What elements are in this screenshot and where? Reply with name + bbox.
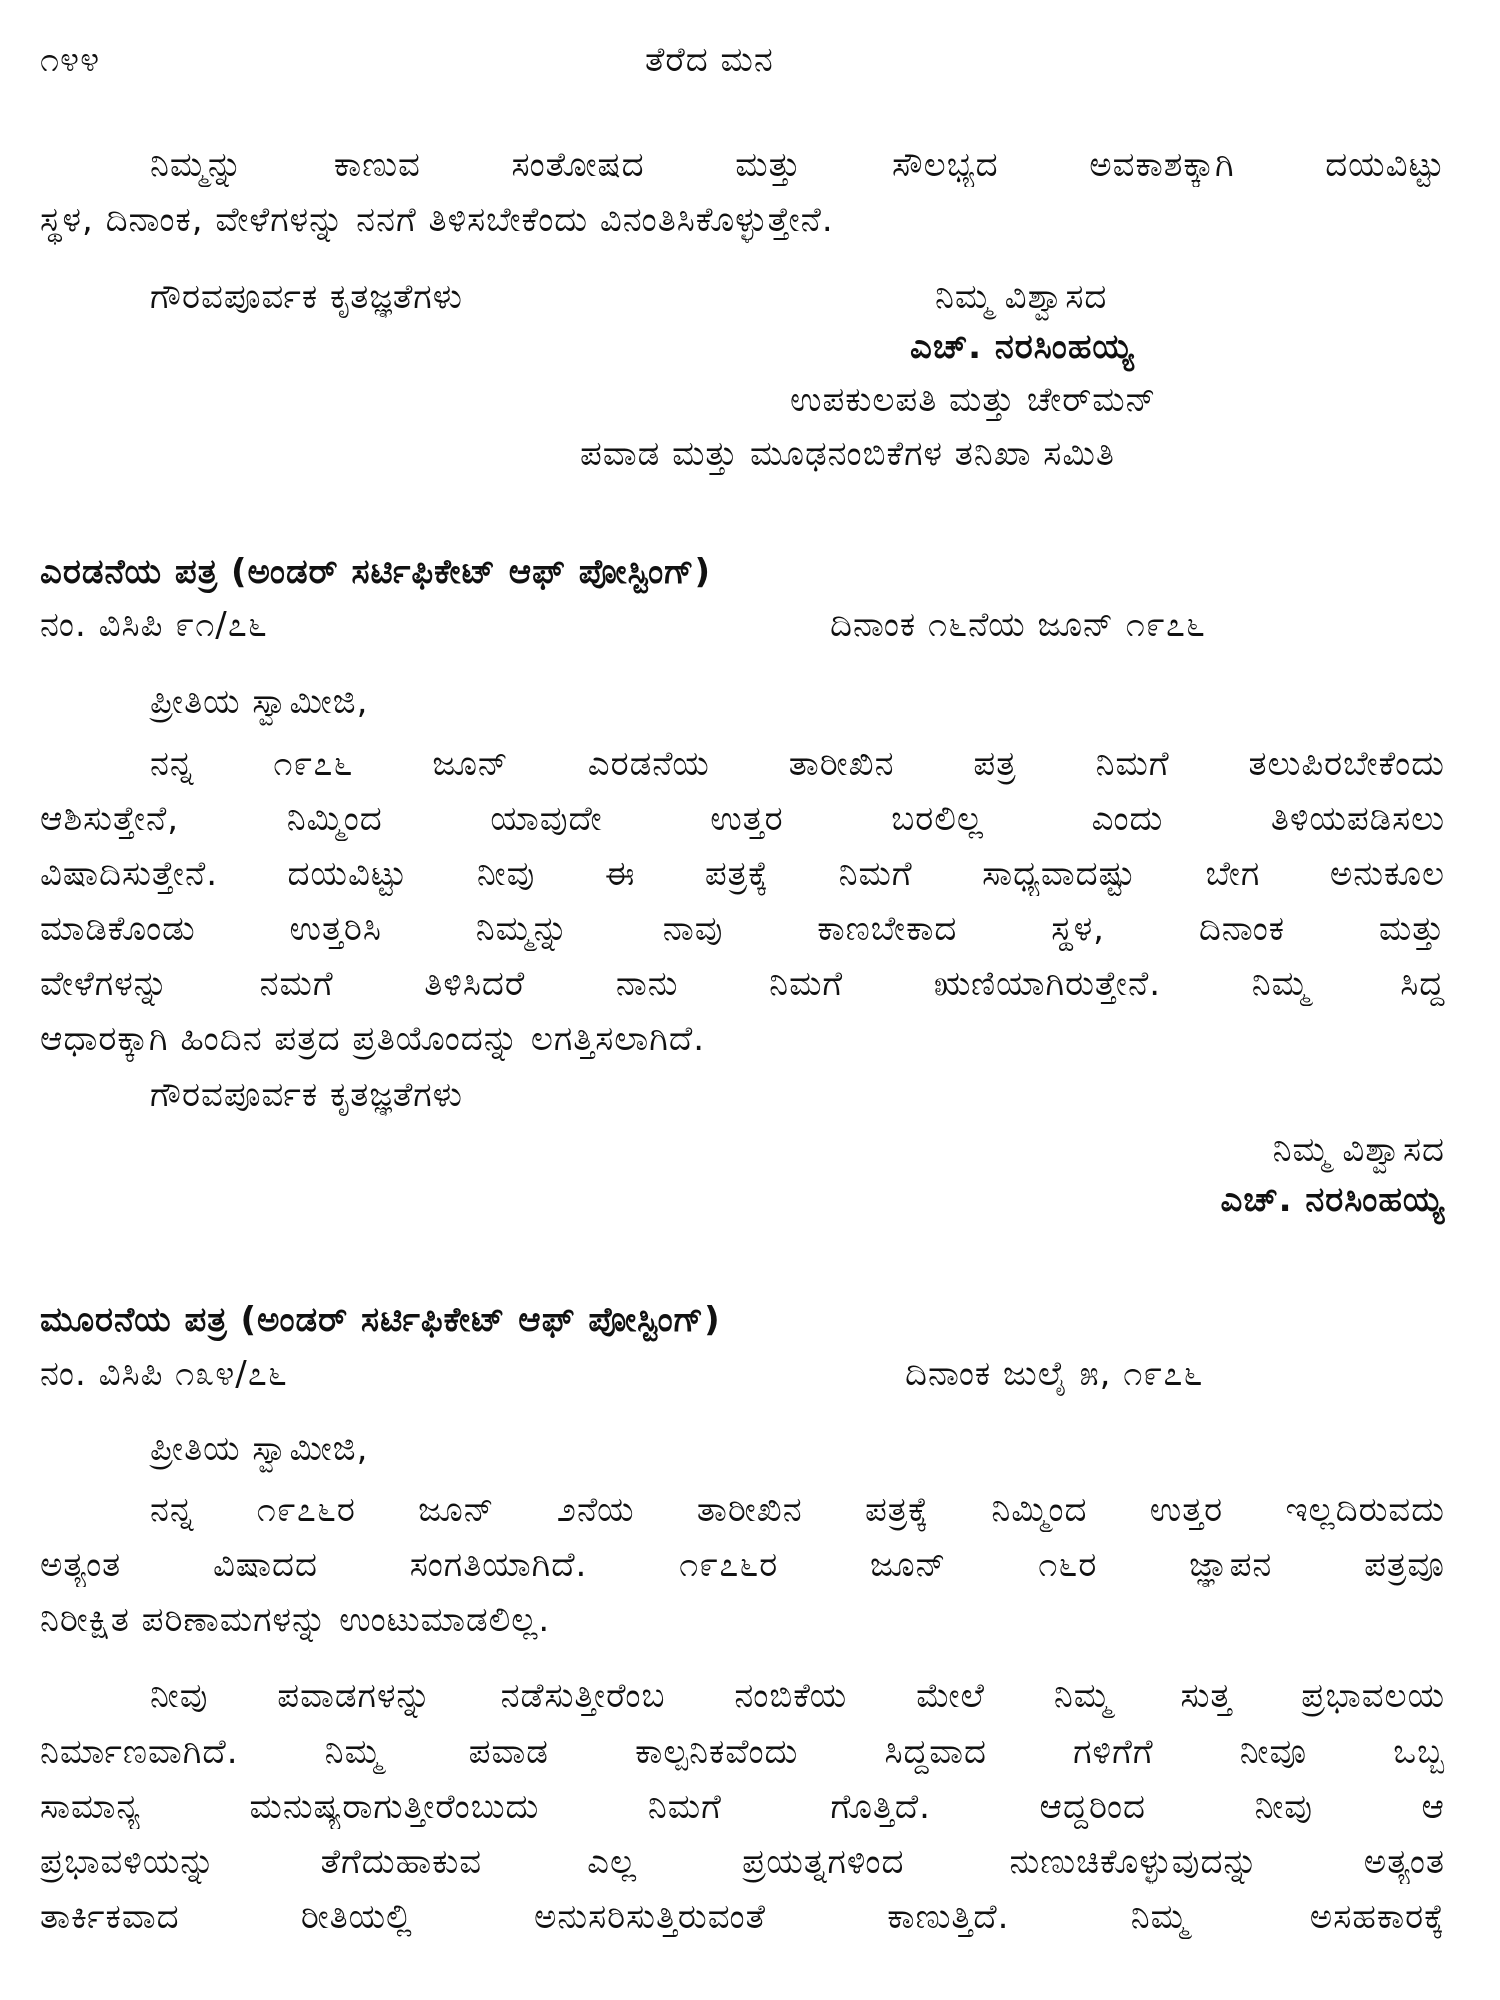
paragraph-line: ನೀವು ಪವಾಡಗಳನ್ನು ನಡೆಸುತ್ತೀರೆಂಬ ನಂಬಿಕೆಯ ಮೇಲೆ ನಿಮ್ಮ ಸುತ್ತ ಪ್ರಭಾವಲಯ: [150, 1676, 1445, 1716]
paragraph-line: ಅತ್ಯಂತ ವಿಷಾದದ ಸಂಗತಿಯಾಗಿದೆ. ೧೯೭೬ರ ಜೂನ್ ೧೬ರ ಜ್ಞಾಪನ ಪತ್ರವೂ: [40, 1545, 1445, 1585]
paragraph-line: ನನ್ನ ೧೯೭೬ರ ಜೂನ್ ೨ನೆಯ ತಾರೀಖಿನ ಪತ್ರಕ್ಕೆ ನಿಮ್ಮಿಂದ ಉತ್ತರ ಇಲ್ಲದಿರುವದು: [150, 1490, 1445, 1530]
paragraph-line: ಮಾಡಿಕೊಂಡು ಉತ್ತರಿಸಿ ನಿಮ್ಮನ್ನು ನಾವು ಕಾಣಬೇಕಾದ ಸ್ಥಳ, ದಿನಾಂಕ ಮತ್ತು: [40, 909, 1445, 949]
letter-heading: ಎರಡನೆಯ ಪತ್ರ (ಅಂಡರ್ ಸರ್ಟಿಫಿಕೇಟ್ ಆಫ್ ಪೋಸ್ಟಿಂಗ್): [40, 552, 712, 592]
paragraph-line: ಆಶಿಸುತ್ತೇನೆ, ನಿಮ್ಮಿಂದ ಯಾವುದೇ ಉತ್ತರ ಬರಲಿಲ್ಲ ಎಂದು ತಿಳಿಯಪಡಿಸಲು: [40, 799, 1445, 839]
page-number: ೧೪೪: [40, 40, 101, 80]
letter-date: ದಿನಾಂಕ ೧೬ನೆಯ ಜೂನ್ ೧೯೭೬: [830, 605, 1206, 645]
salutation: ಪ್ರೀತಿಯ ಸ್ವಾಮೀಜಿ,: [150, 682, 369, 722]
signer-name: ಎಚ್. ನರಸಿಂಹಯ್ಯ: [910, 327, 1135, 367]
paragraph-line: ವೇಳೆಗಳನ್ನು ನಮಗೆ ತಿಳಿಸಿದರೆ ನಾನು ನಿಮಗೆ ಋಣಿಯಾಗಿರುತ್ತೇನೆ. ನಿಮ್ಮ ಸಿದ್ಧ: [40, 964, 1445, 1004]
committee-name: ಪವಾಡ ಮತ್ತು ಮೂಢನಂಬಿಕೆಗಳ ತನಿಖಾ ಸಮಿತಿ: [580, 434, 1115, 474]
reference-number: ನಂ. ವಿಸಿಪಿ ೯೧/೭೬: [40, 605, 268, 645]
paragraph-line: ನಿರ್ಮಾಣವಾಗಿದೆ. ನಿಮ್ಮ ಪವಾಡ ಕಾಲ್ಪನಿಕವೆಂದು ಸಿದ್ಧವಾದ ಗಳಿಗೆಗೆ ನೀವೂ ಒಬ್ಬ: [40, 1732, 1445, 1772]
running-title: ತೆರೆದ ಮನ: [645, 40, 774, 80]
paragraph-line: ವಿಷಾದಿಸುತ್ತೇನೆ. ದಯವಿಟ್ಟು ನೀವು ಈ ಪತ್ರಕ್ಕೆ ನಿಮಗೆ ಸಾಧ್ಯವಾದಷ್ಟು ಬೇಗ ಅನುಕೂಲ: [40, 854, 1445, 894]
paragraph-line: ತಾರ್ಕಿಕವಾದ ರೀತಿಯಲ್ಲಿ ಅನುಸರಿಸುತ್ತಿರುವಂತೆ ಕಾಣುತ್ತಿದೆ. ನಿಮ್ಮ ಅಸಹಕಾರಕ್ಕೆ: [40, 1897, 1445, 1937]
paragraph-line: ನಿರೀಕ್ಷಿತ ಪರಿಣಾಮಗಳನ್ನು ಉಂಟುಮಾಡಲಿಲ್ಲ.: [40, 1600, 551, 1640]
paragraph-line: ನನ್ನ ೧೯೭೬ ಜೂನ್ ಎರಡನೆಯ ತಾರೀಖಿನ ಪತ್ರ ನಿಮಗೆ ತಲುಪಿರಬೇಕೆಂದು: [150, 744, 1445, 784]
paragraph-line: ಸಾಮಾನ್ಯ ಮನುಷ್ಯರಾಗುತ್ತೀರೆಂಬುದು ನಿಮಗೆ ಗೊತ್ತಿದೆ. ಆದ್ದರಿಂದ ನೀವು ಆ: [40, 1787, 1445, 1827]
closing-line: ಗೌರವಪೂರ್ವಕ ಕೃತಜ್ಞತೆಗಳು: [150, 1075, 463, 1115]
salutation: ಪ್ರೀತಿಯ ಸ್ವಾಮೀಜಿ,: [150, 1429, 369, 1469]
closing-line: ಗೌರವಪೂರ್ವಕ ಕೃತಜ್ಞತೆಗಳು: [150, 277, 463, 317]
paragraph-line: ಸ್ಥಳ, ದಿನಾಂಕ, ವೇಳೆಗಳನ್ನು ನನಗೆ ತಿಳಿಸಬೇಕೆಂದು ವಿನಂತಿಸಿಕೊಳ್ಳುತ್ತೇನೆ.: [40, 200, 834, 240]
letter-date: ದಿನಾಂಕ ಜುಲೈ ೫, ೧೯೭೬: [905, 1354, 1204, 1394]
yours-faithfully: ನಿಮ್ಮ ವಿಶ್ವಾಸದ: [935, 277, 1108, 317]
letter-heading: ಮೂರನೆಯ ಪತ್ರ (ಅಂಡರ್ ಸರ್ಟಿಫಿಕೇಟ್ ಆಫ್ ಪೋಸ್ಟಿಂಗ್): [40, 1300, 721, 1340]
paragraph-line: ಆಧಾರಕ್ಕಾಗಿ ಹಿಂದಿನ ಪತ್ರದ ಪ್ರತಿಯೊಂದನ್ನು ಲಗತ್ತಿಸಲಾಗಿದೆ.: [40, 1019, 706, 1059]
yours-faithfully: ನಿಮ್ಮ ವಿಶ್ವಾಸದ: [1272, 1130, 1445, 1170]
signer-designation: ಉಪಕುಲಪತಿ ಮತ್ತು ಚೇರ್‌ಮನ್: [790, 380, 1157, 420]
signer-name: ಎಚ್. ನರಸಿಂಹಯ್ಯ: [1220, 1180, 1445, 1220]
reference-number: ನಂ. ವಿಸಿಪಿ ೧೩೪/೭೬: [40, 1354, 288, 1394]
paragraph-line: ಪ್ರಭಾವಳಿಯನ್ನು ತೆಗೆದುಹಾಕುವ ಎಲ್ಲ ಪ್ರಯತ್ನಗಳಿಂದ ನುಣುಚಿಕೊಳ್ಳುವುದನ್ನು ಅತ್ಯಂತ: [40, 1842, 1445, 1882]
paragraph-line: ನಿಮ್ಮನ್ನು ಕಾಣುವ ಸಂತೋಷದ ಮತ್ತು ಸೌಲಭ್ಯದ ಅವಕಾಶಕ್ಕಾಗಿ ದಯವಿಟ್ಟು: [150, 145, 1445, 185]
